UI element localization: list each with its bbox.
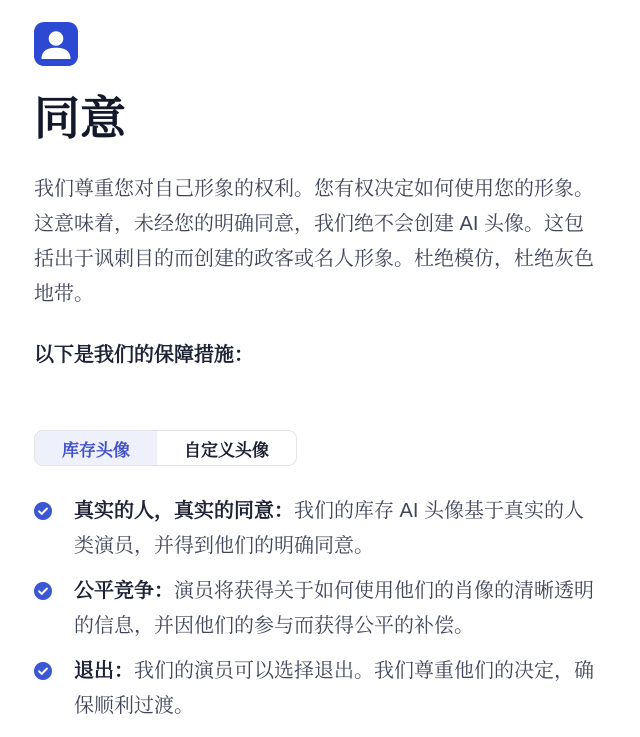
- user-avatar-icon: [34, 22, 78, 66]
- safeguards-list: [34, 494, 594, 724]
- page-title: 同意: [34, 92, 126, 144]
- safeguard-body: 我们的库存 AI 头像基于真实的人类演员，并得到他们的明确同意。: [74, 500, 585, 558]
- list-item: [34, 494, 594, 564]
- safeguard-text: [74, 654, 594, 724]
- safeguard-title: 退出：: [74, 660, 134, 683]
- list-item: [34, 654, 594, 724]
- check-circle-icon: [34, 662, 52, 680]
- safeguard-text: [74, 494, 594, 564]
- safeguard-text: [74, 574, 594, 644]
- check-circle-icon: [34, 502, 52, 520]
- safeguards-subheading: 以下是我们的保障措施：: [34, 344, 254, 367]
- avatar-type-tabs: [34, 430, 297, 466]
- check-circle-icon: [34, 582, 52, 600]
- tab-stock-avatars[interactable]: 库存头像: [35, 431, 157, 465]
- safeguard-title: 真实的人，真实的同意：: [74, 500, 294, 523]
- list-item: [34, 574, 594, 644]
- safeguard-title: 公平竞争：: [74, 580, 174, 603]
- safeguard-body: 我们的演员可以选择退出。我们尊重他们的决定，确保顺利过渡。: [74, 660, 594, 718]
- intro-paragraph: 我们尊重您对自己形象的权利。您有权决定如何使用您的形象。这意味着，未经您的明确同意，我们绝不会创建 AI 头像。这包括出于讽刺目的而创建的政客或名人形象。杜绝模仿，杜绝灰色地带。: [34, 178, 594, 306]
- tab-custom-avatars[interactable]: 自定义头像: [157, 431, 296, 465]
- safeguard-body: 演员将获得关于如何使用他们的肖像的清晰透明的信息，并因他们的参与而获得公平的补偿。: [74, 580, 594, 638]
